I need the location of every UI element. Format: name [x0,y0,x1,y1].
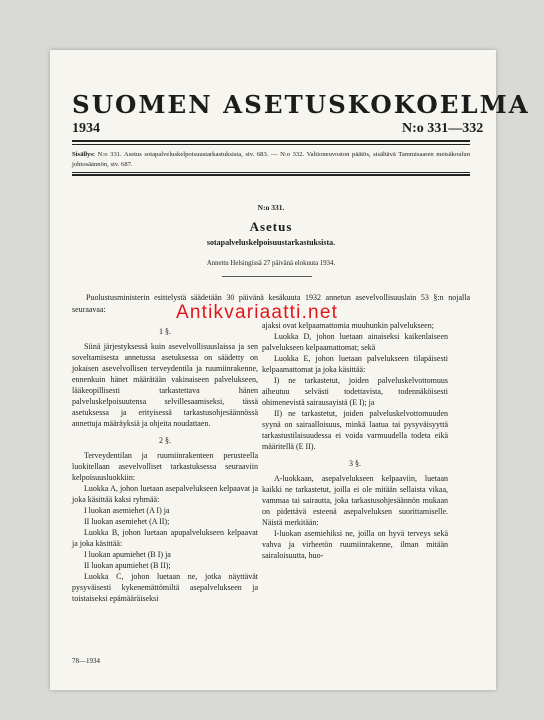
body-paragraph: I-luokan asemiehiksi ne, joilla on hyvä terveys sekä vahva ja virheetön ruumiinrakenne, ilman mitään sairaloisuutta, huo- [262,529,448,560]
body-paragraph: II) ne tarkastetut, joiden palveluskelvottomuuden syynä on sairaalloisuus, minkä laatua tai pysyväisyyttä tarkastustilaisuudessa ei voida varmuudella todeta eikä määritellä (E II). [262,409,448,451]
masthead-title: SUOMEN ASETUSKOKOELMA [72,90,530,119]
body-paragraph: Siinä järjestyksessä kuin asevelvollisuuslaissa ja sen soveltamisesta annetussa asetuksessa on säädetty on jokaisen asevelvollisen terveydentila ja ruumiinrakenne, ennenkuin hänet määrätään vakinaiseen palvelukseen, lääkeopillisesti tarkastettava hänen palveluskelpoisuutensa selvillesaamiseksi, tässä asetuksessa ja erityisessä tarkastusohjesäännössä annettuja määräyksiä ja ohjeita noudattaen. [72,342,258,428]
section-number: 2 §. [159,436,171,445]
title-divider [222,276,312,277]
body-paragraph: Luokka A, johon luetaan asepalvelukseen kelpaavat ja joka käsittää kaksi ryhmää: [72,484,258,504]
issue-number: N:o 331—332 [402,121,484,136]
header-rule-thick [72,140,470,142]
section-number: 1 §. [159,327,171,336]
body-paragraph: Luokka E, johon luetaan palvelukseen tilapäisesti kelpaamattomat ja joka käsittää: [262,354,448,374]
text-column-left [72,320,258,604]
preamble-text: Puolustusministerin esittelystä säädetään 30 päivänä kesäkuuta 1932 annetun asevelvollisuuslain 53 §:n nojalla seuraavaa: [72,293,470,314]
contents-rule-thick [72,174,470,176]
watermark-logo: Antikvariaatti.net [176,302,339,323]
contents-rule-thin [72,172,470,173]
class-line: II luokan asemiehet (A II); [84,517,170,526]
decree-title: Asetus [249,219,293,234]
contents-summary [72,150,470,170]
publication-year: 1934 [72,121,100,136]
body-paragraph: Terveydentilan ja ruumiinrakenteen perusteella luokitellaan asevelvolliset tarkastuksessa seuraaviin kelpoisuusluokkiin: [72,451,258,482]
class-line: I luokan apumiehet (B I) ja [84,550,171,559]
contents-text: N:o 331. Asetus sotapalveluskelpoisuustarkastuksista, siv. 683. — N:o 332. Valtioneuvoston päätös, sisältävä Tammisaaren metsäkoulun johtosäännön, siv. 687. [72,151,470,168]
issued-date: Annettu Helsingissä 27 päivänä elokuuta 1934. [206,260,336,267]
body-paragraph: Luokka B, johon luetaan apupalvelukseen kelpaavat ja joka käsittää: [72,528,258,548]
class-line: I) ne tarkastetut, joiden palveluskelvottomuus aiheutuu selvästi todettavista, todennäköisesti ohimenevistä sairausayistä (E I); ja [262,376,448,407]
class-line: I luokan asemiehet (A I) ja [84,506,170,515]
body-paragraph: Luokka D, johon luetaan ainaiseksi kaikenlaiseen palvelukseen kelpaamattomat; sekä [262,332,448,352]
sheet-number: 78—1934 [72,657,100,665]
class-line: II luokan apumiehet (B II); [84,561,171,570]
decree-number: N:o 331. [257,203,285,212]
header-rule-thin [72,144,470,145]
body-paragraph: ajaksi ovat kelpaamattomia muuhunkin palvelukseen; [262,321,434,330]
decree-subtitle: sotapalveluskelpoisuustarkastuksista. [206,238,336,247]
contents-label: Sisällys: [72,151,96,158]
body-paragraph: A-luokkaan, asepalvelukseen kelpaaviin, luetaan kaikki ne tarkastetut, joilla ei ole mitään sellaista vikaa, vammaa tai sairautta, joka tarkastusohjesäännön mukaan on pidettävä esteenä asepalveluksen suorittamiselle. Näistä merkitään: [262,474,448,527]
section-number: 3 §. [349,459,361,468]
text-column-right [262,320,448,561]
body-paragraph: Luokka C, johon luetaan ne, jotka näyttävät pysyväisesti kykenemättömiltä asepalvelukseen ja toistaiseksi epämääräiseksi [72,572,258,603]
